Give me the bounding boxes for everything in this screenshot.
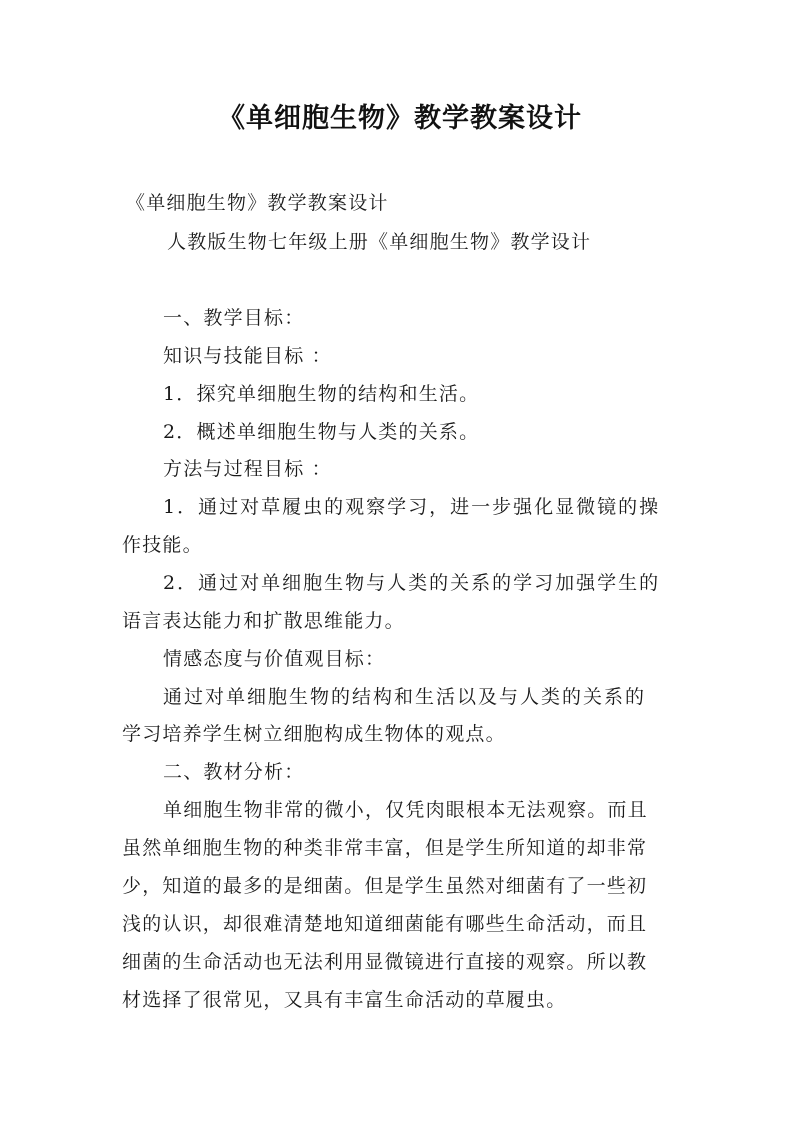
emotion-line-1: 通过对单细胞生物的结构和生活以及与人类的关系的 [163, 686, 647, 708]
method-item-2-line-2: 语言表达能力和扩散思维能力。 [122, 610, 405, 632]
analysis-line-1: 单细胞生物非常的微小，仅凭肉眼根本无法观察。而且 [163, 799, 648, 821]
analysis-line-3: 少，知道的最多的是细菌。但是学生虽然对细菌有了一些初 [122, 875, 648, 897]
method-item-1-line-1: 1．通过对草履虫的观察学习，进一步强化显微镜的操 [163, 496, 661, 518]
section-heading-material-analysis: 二、教材分析： [163, 761, 305, 783]
analysis-line-2: 虽然单细胞生物的种类非常丰富，但是学生所知道的却非常 [122, 837, 648, 859]
edition-line: 人教版生物七年级上册《单细胞生物》教学设计 [167, 231, 592, 253]
emotion-line-2: 学习培养学生树立细胞构成生物体的观点。 [122, 723, 506, 745]
document-title: 《单细胞生物》教学教案设计 [218, 103, 582, 134]
emotion-goal-heading: 情感态度与价值观目标： [163, 648, 386, 670]
section-heading-teaching-goals: 一、教学目标： [163, 307, 305, 329]
knowledge-item-2: 2．概述单细胞生物与人类的关系。 [163, 421, 480, 443]
method-item-1-line-2: 作技能。 [122, 534, 203, 556]
knowledge-goal-heading: 知识与技能目标 ： [163, 345, 332, 367]
method-goal-heading: 方法与过程目标 ： [163, 458, 332, 480]
analysis-line-6: 材选择了很常见，又具有丰富生命活动的草履虫。 [122, 989, 567, 1011]
subtitle-line: 《单细胞生物》教学教案设计 [126, 192, 389, 214]
knowledge-item-1: 1．探究单细胞生物的结构和生活。 [163, 383, 480, 405]
analysis-line-5: 细菌的生命活动也无法利用显微镜进行直接的观察。所以教 [122, 951, 648, 973]
analysis-line-4: 浅的认识，却很难清楚地知道细菌能有哪些生命活动，而且 [122, 913, 648, 935]
method-item-2-line-1: 2．通过对单细胞生物与人类的关系的学习加强学生的 [163, 572, 661, 594]
